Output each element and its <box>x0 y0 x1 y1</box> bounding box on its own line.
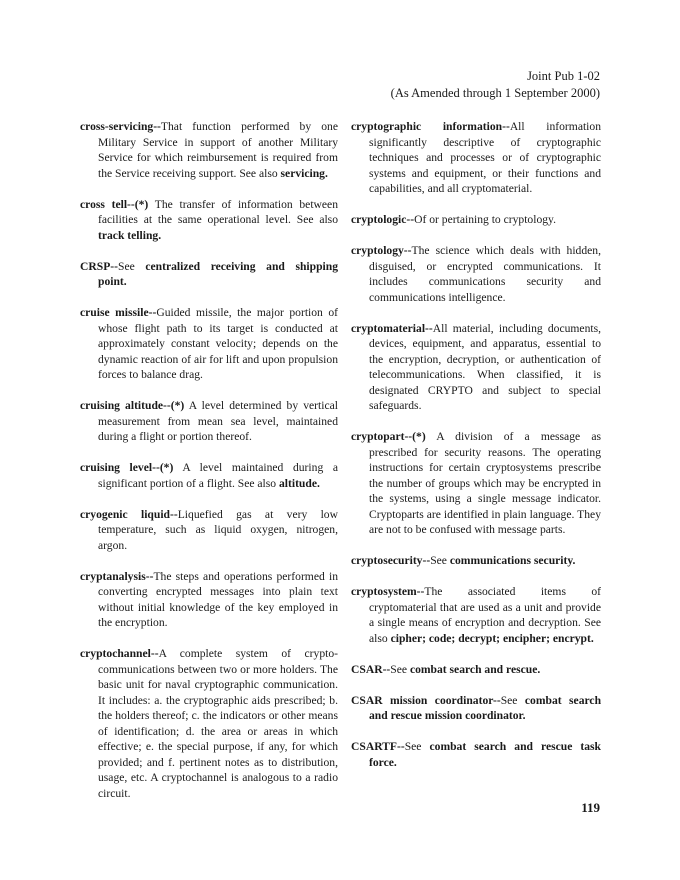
entry-definition: Of or pertaining to cryptology. <box>414 213 556 226</box>
entry-term: cryptologic-- <box>351 213 415 226</box>
entry-definition: The science which deals with hidden, disguised, or encrypted communications. It includes communications security and communications intelligence. <box>369 244 601 304</box>
right-column <box>351 119 601 786</box>
entry-definition: All material, including documents, devices, equipment, and apparatus, essential to the encryption, decryption, or authentication of telecommunications. When classified, it is designated CRYPTO and subject to special safeguards. <box>369 321 601 412</box>
running-header <box>391 68 600 102</box>
entry-cross-reference: altitude. <box>278 476 320 490</box>
glossary-entry <box>351 212 601 228</box>
entry-term: cryptomaterial-- <box>351 321 433 335</box>
left-column <box>80 119 338 817</box>
glossary-entry <box>80 398 338 445</box>
glossary-entry <box>80 197 338 244</box>
glossary-entry <box>351 429 601 538</box>
entry-definition: That function performed by one Military Service in support of another Military Service for which reimbursement is required from the Service receiving support. See also <box>98 120 338 180</box>
entry-term: CSARTF-- <box>351 740 405 753</box>
entry-cross-reference: track telling. <box>98 228 162 242</box>
glossary-entry <box>351 739 601 770</box>
glossary-entry <box>351 243 601 305</box>
glossary-entry <box>351 119 601 197</box>
entry-cross-reference: combat search and rescue task force. <box>369 740 602 769</box>
entry-term: cross tell--(*) <box>80 197 149 211</box>
entry-term: cryptochannel-- <box>80 647 159 660</box>
entry-term: cryptology-- <box>351 244 412 257</box>
entry-term: cruise missile-- <box>80 306 157 319</box>
entry-definition: See <box>500 693 525 707</box>
glossary-entry <box>80 119 338 181</box>
amendment-note: (As Amended through 1 September 2000) <box>390 86 600 100</box>
glossary-entry <box>351 584 601 646</box>
publication-title: Joint Pub 1-02 <box>527 69 600 83</box>
entry-definition: Guided missile, the major portion of whose flight path to its target is conducted at approximately constant velocity; depends on the dynamic reaction of air for lift and upon propulsion forces to balance drag. <box>98 306 338 381</box>
glossary-entry <box>80 569 338 631</box>
entry-definition: Liquefied gas at very low temperature, such as liquid oxygen, nitrogen, argon. <box>98 507 338 552</box>
entry-term: cryptosecurity-- <box>351 554 431 567</box>
page-number: 119 <box>581 800 600 815</box>
entry-term: CRSP-- <box>80 259 118 273</box>
entry-definition: See <box>118 259 146 273</box>
entry-term: CSAR mission coordinator-- <box>351 693 501 707</box>
entry-term: CSAR-- <box>351 662 391 676</box>
entry-cross-reference: communications security. <box>449 554 576 567</box>
glossary-entry <box>351 662 601 678</box>
entry-cross-reference: combat search and rescue mission coordinator. <box>369 693 602 722</box>
entry-definition: See <box>430 554 450 567</box>
entry-term: cruising altitude--(*) <box>80 399 185 412</box>
entry-cross-reference: servicing. <box>280 166 328 180</box>
glossary-entry <box>80 646 338 801</box>
glossary-entry <box>351 553 601 569</box>
entry-definition: The transfer of information between facilities at the same operational level. See also <box>98 197 338 226</box>
entry-definition: A division of a message as prescribed for security reasons. The operating instructions for certain cryptosystems prescribe the number of groups which may be encrypted in the systems, using a single message indicator. Cryptoparts are identified in plain language. They are not to be confused with message parts. <box>369 430 601 536</box>
entry-term: cross-servicing-- <box>80 120 161 133</box>
entry-definition: A level maintained during a significant portion of a flight. See also <box>98 461 339 490</box>
entry-definition: A complete system of crypto-communications between two or more holders. The basic unit for naval cryptographic communication. It includes: a. the cryptographic aids prescribed; b. the holders thereof; c. the indicators or other means of identification; d. the area or areas in which effective; e. the special purpose, if any, for which provided; and f. pertinent notes as to distribution, usage, etc. A cryptochannel is analogous to a radio circuit. <box>98 647 338 800</box>
entry-term: cryptographic information-- <box>351 120 510 133</box>
glossary-entry <box>351 321 601 414</box>
glossary-entry <box>80 460 338 491</box>
entry-term: cryptopart--(*) <box>351 430 426 443</box>
glossary-entry <box>80 305 338 383</box>
entry-term: cryptanalysis-- <box>80 569 154 583</box>
entry-cross-reference: cipher; code; decrypt; encipher; encrypt. <box>390 631 594 645</box>
entry-definition: The associated items of cryptomaterial that are used as a unit and provide a single means of encryption and decryption. See also <box>369 585 601 645</box>
entry-definition: See <box>390 662 410 676</box>
entry-term: cryptosystem-- <box>351 585 425 598</box>
entry-definition: See <box>404 740 430 753</box>
entry-term: cruising level--(*) <box>80 461 174 474</box>
entry-term: cryogenic liquid-- <box>80 507 178 521</box>
glossary-entry <box>80 259 338 290</box>
entry-definition: All information significantly descriptive of cryptographic techniques and processes or of cryptographic systems and equipment, or their functions and capabilities, and all cryptomaterial. <box>369 120 601 195</box>
glossary-entry <box>351 693 601 724</box>
entry-cross-reference: combat search and rescue. <box>409 662 541 676</box>
glossary-entry <box>80 507 338 554</box>
entry-definition: The steps and operations performed in converting encrypted messages into plain text without initial knowledge of the key employed in the encryption. <box>98 569 338 629</box>
entry-definition: A level determined by vertical measurement from mean sea level, maintained during a flight or portion thereof. <box>98 399 338 443</box>
entry-cross-reference: centralized receiving and shipping point. <box>98 259 339 288</box>
